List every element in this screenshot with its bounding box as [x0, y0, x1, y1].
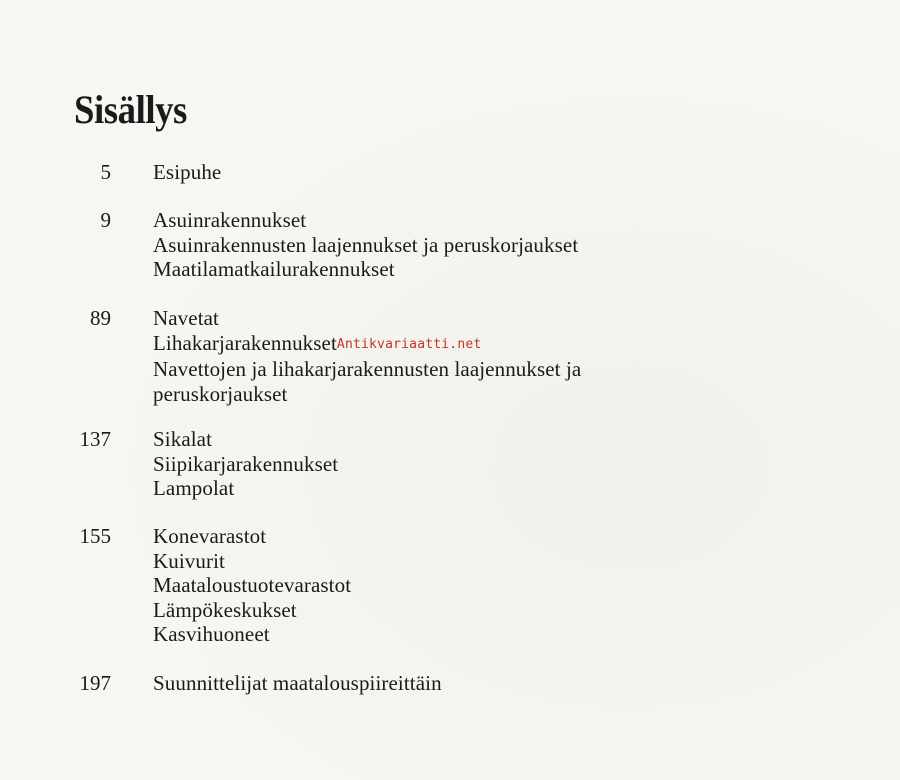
toc-entry: Suunnittelijat maatalouspiireittäin: [153, 671, 442, 695]
toc-entry: [153, 331, 581, 358]
toc-entry: Lämpökeskukset: [153, 597, 297, 622]
toc-page-number: 155: [79, 524, 111, 548]
toc-entry: Navetat: [153, 306, 219, 330]
toc-entry: Esipuhe: [153, 160, 222, 184]
toc-entries: [153, 306, 581, 406]
toc-entries: [153, 160, 221, 185]
toc-page-number: 5: [100, 160, 111, 184]
toc-entries: [153, 208, 578, 282]
toc-entry: Maataloustuotevarastot: [153, 573, 352, 597]
toc-entry: peruskorjaukset: [153, 381, 288, 406]
toc-entries: [153, 427, 338, 501]
toc-entry: Maatilamatkailurakennukset: [153, 257, 395, 281]
toc-entry: Kuivurit: [153, 548, 225, 573]
toc-entry: Kasvihuoneet: [153, 622, 270, 646]
toc-entries: [153, 671, 442, 696]
toc-entry: Sikalat: [153, 427, 213, 451]
page-title: Sisällys: [74, 87, 187, 132]
toc-entry: Siipikarjarakennukset: [153, 451, 339, 476]
toc-page-number: 197: [79, 671, 111, 695]
toc-entry-text: Lihakarjarakennukset: [153, 330, 337, 355]
antikvariaatti-watermark: Antikvariaatti.net: [336, 336, 482, 352]
toc-entry: Konevarastot: [153, 524, 267, 548]
toc-entry: Lampolat: [153, 476, 235, 500]
toc-entry: Asuinrakennusten laajennukset ja peruskorjaukset: [153, 232, 579, 257]
toc-page-number: 9: [100, 208, 111, 232]
toc-entries: [153, 524, 351, 647]
toc-entry: Navettojen ja lihakarjarakennusten laajennukset ja: [153, 357, 582, 381]
toc-page-number: 137: [79, 427, 111, 451]
toc-entry: Asuinrakennukset: [153, 208, 307, 232]
toc-page-number: 89: [90, 306, 111, 330]
